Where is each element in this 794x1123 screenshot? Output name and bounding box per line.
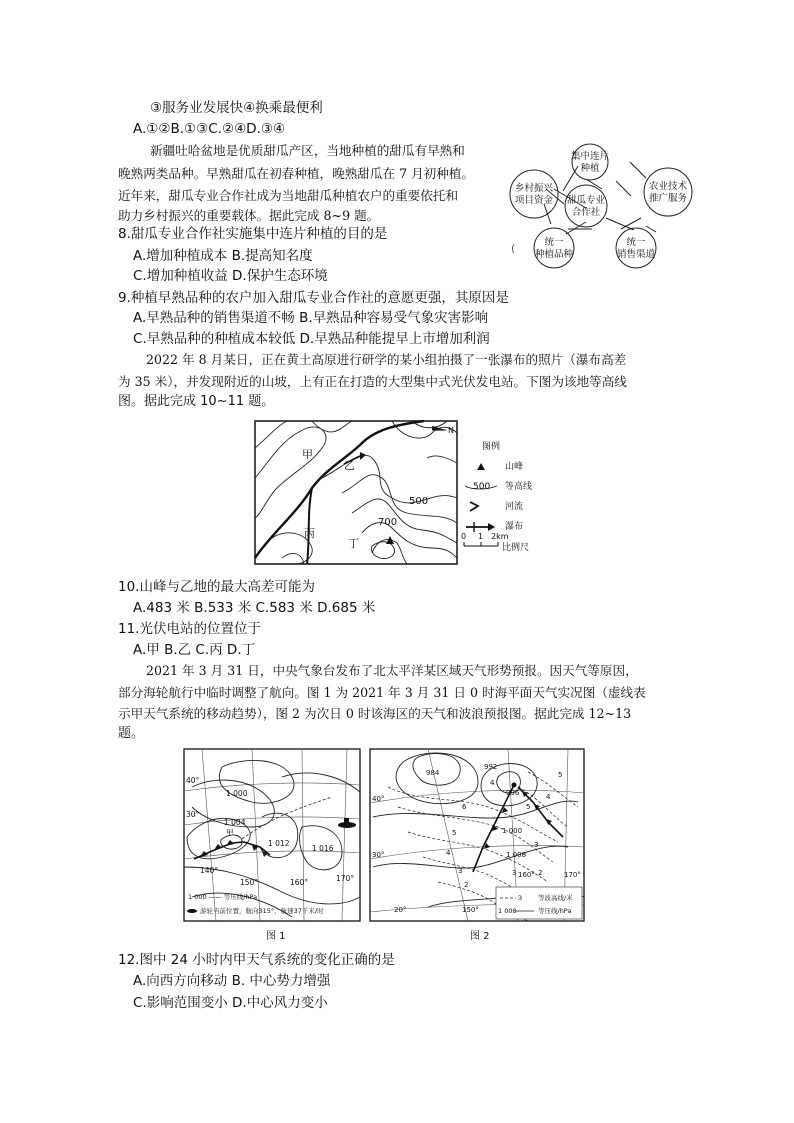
weather-passage-line-3: 示甲天气系统的移动趋势），图 2 为次日 0 时该海区的天气和波浪预报图。据此完成 12~13 — [118, 706, 632, 721]
node-circle-top — [572, 144, 608, 180]
node-label: 集中连片 — [570, 151, 610, 162]
melon-passage-line-3: 近年来，甜瓜专业合作社成为当地甜瓜种植农户的重要依托和 — [118, 188, 459, 203]
fig1-lon-170: 170° — [336, 874, 355, 883]
scale-tick-1-label: 1 — [478, 532, 484, 541]
node-label: 统一 — [626, 237, 646, 248]
q8-options-1: A.增加种植成本 B.提高知名度 — [133, 248, 313, 264]
contour-label-700: 700 — [378, 517, 398, 528]
fig2-isobar-1000: 1 000 — [502, 827, 523, 835]
fig2-isobar-984: 984 — [426, 769, 440, 777]
place-jia: 甲 — [302, 448, 313, 461]
node-label: 乡村振兴 — [514, 183, 554, 194]
place-yi: 乙 — [344, 459, 355, 472]
q7-option-line: ③服务业发展快④换乘最便利 — [150, 100, 323, 116]
fig2-lat-20: 20° — [394, 906, 407, 914]
fig2-wave-label: 3 — [512, 869, 517, 877]
node-label: 农业技术 — [648, 181, 688, 192]
fig2-wave-label: 5 — [452, 829, 457, 837]
legend-river: 河流 — [505, 502, 524, 512]
fig1-legend-isobar: 1 000 —— 等压线/hPa — [188, 893, 258, 901]
fig2-wave-label: 2 — [538, 869, 543, 877]
melon-passage-line-1: 新疆吐哈盆地是优质甜瓜产区，当地种植的甜瓜有早熟和 — [150, 143, 465, 158]
fig2-wave-label: 4 — [490, 779, 495, 787]
weather-passage-line-1: 2021 年 3 月 31 日，中央气象台发布了北太平洋某区域天气形势预报。因天气等原因， — [146, 663, 638, 678]
q8-stem: 8.甜瓜专业合作社实施集中连片种植的目的是 — [118, 226, 388, 242]
fig2-wave-label: 5 — [558, 771, 563, 779]
fig2-lon-160: 160° — [518, 871, 535, 879]
legend-peak-icon — [477, 463, 485, 470]
waterfall-passage-line-1: 2022 年 8 月某日，正在黄土高原进行研学的某小组拍摄了一张瀑布的照片（瀑布高差 — [146, 352, 627, 367]
diagram-side-mark: ( — [511, 242, 516, 255]
node-label: 项目资金 — [514, 195, 554, 206]
fig2-wave-label: 3 — [534, 841, 539, 849]
center-label: 合作社 — [571, 207, 601, 218]
fig1-lon-150: 150° — [240, 878, 259, 887]
node-label: 种植品种 — [534, 249, 574, 260]
fig2-lon-170: 170° — [564, 871, 581, 879]
fig1-legend-ship: 游轮当前位置，航向315°、航速37千米/时 — [200, 907, 324, 915]
weather-passage-line-2: 部分海轮航行中临时调整了航向。图 1 为 2021 年 3 月 31 日 0 时海平面天气实况图（虚线表 — [118, 685, 646, 700]
q10-options: A.483 米 B.533 米 C.583 米 D.685 米 — [133, 600, 376, 616]
contour-label-500: 500 — [409, 496, 429, 507]
node-label: 销售渠道 — [616, 249, 656, 260]
q12-options-1: A.向西方向移动 B. 中心势力增强 — [133, 973, 331, 989]
fig1-lat-40: 40° — [186, 776, 200, 785]
fig2-isobar-1008: 1 008 — [506, 851, 527, 859]
figure-1-weather-map — [182, 747, 364, 943]
fig2-legend-isobar: 等压线/hPa — [538, 907, 572, 915]
fig2-legend-wave: 等波高线/米 — [538, 894, 573, 902]
fig1-isobar-1012: 1 012 — [268, 839, 290, 848]
center-circle — [565, 185, 607, 227]
fig2-lon-150: 150° — [462, 906, 479, 914]
fig1-isobar-1000: 1 000 — [226, 789, 248, 798]
fig1-system-jia: 甲 — [226, 828, 234, 837]
legend-contour: 等高线 — [505, 482, 532, 492]
node-label: 统一 — [544, 237, 564, 248]
q9-stem: 9.种植早熟品种的农户加入甜瓜专业合作社的意愿更强，其原因是 — [118, 290, 509, 306]
fig1-isobar-1004: 1 004 — [224, 818, 246, 827]
fig2-wave-label: 2 — [464, 881, 469, 889]
scale-tick-0-label: 0 — [461, 532, 467, 541]
q11-stem: 11.光伏电站的位置位于 — [118, 621, 261, 637]
legend-river-icon — [470, 502, 478, 511]
q9-options-2: C.早熟品种的种植成本较低 D.早熟品种能提早上市增加利润 — [133, 331, 490, 347]
q8-options-2: C.增加种植收益 D.保护生态环境 — [133, 268, 328, 284]
place-ding: 丁 — [348, 537, 359, 550]
fig2-legend-isobar-value: 1 008 — [498, 907, 517, 915]
fig1-isobar-1016: 1 016 — [312, 844, 334, 853]
weather-passage-line-4: 题。 — [118, 726, 145, 741]
q12-stem: 12.图中 24 小时内甲天气系统的变化正确的是 — [118, 952, 395, 968]
melon-passage-line-2: 晚熟两类品种。早熟甜瓜在初春种植，晚熟甜瓜在 7 月初种植。 — [118, 166, 475, 181]
q10-stem: 10.山峰与乙地的最大高差可能为 — [118, 579, 315, 595]
waterfall-passage-line-3: 图。据此完成 10~11 题。 — [118, 394, 275, 409]
scale-label: 比例尺 — [502, 543, 530, 553]
cooperative-diagram — [506, 134, 700, 270]
north-label: N — [448, 426, 454, 435]
q7-choices: A.①②B.①③C.②④D.③④ — [133, 121, 286, 137]
q11-options: A.甲 B.乙 C.丙 D.丁 — [133, 642, 256, 658]
contour-map — [252, 418, 532, 570]
legend-peak: 山峰 — [505, 462, 524, 472]
q9-options-1: A.早熟品种的销售渠道不畅 B.早熟品种容易受气象灾害影响 — [133, 310, 489, 326]
node-circle-bottom-right — [616, 228, 656, 268]
fig2-wave-label: 5 — [526, 803, 531, 811]
node-circle-bottom-left — [534, 228, 574, 268]
center-label: 甜瓜专业 — [566, 195, 606, 206]
fig1-lat-30: 30° — [186, 810, 200, 819]
place-bing: 丙 — [304, 527, 315, 540]
fig1-caption: 图 1 — [266, 931, 286, 942]
fig1-lon-140: 140° — [200, 866, 219, 875]
fig1-lon-160: 160° — [290, 878, 309, 887]
fig2-wave-label: 6 — [462, 803, 467, 811]
legend-waterfall: 瀑布 — [505, 522, 524, 532]
fig2-wave-label: 4 — [546, 793, 551, 801]
fig2-isobar-992: 992 — [484, 763, 498, 771]
q12-options-2: C.影响范围变小 D.中心风力变小 — [133, 995, 328, 1011]
node-label: 推广服务 — [648, 193, 688, 204]
node-circle-right — [644, 168, 692, 216]
fig2-low-center — [512, 783, 517, 788]
waterfall-passage-line-2: 为 35 米），并发现附近的山坡，上有正在打造的大型集中式光伏发电站。下图为该地等高线 — [118, 374, 627, 389]
legend-title: 图例 — [482, 442, 501, 452]
fig2-lat-30: 30° — [372, 851, 385, 859]
scale-tick-2-label: 2km — [491, 532, 509, 541]
fig2-caption: 图 2 — [470, 931, 490, 942]
node-circle-left — [510, 170, 558, 218]
fig2-lat-40: 40° — [372, 795, 385, 803]
legend-contour-value: 500 — [473, 482, 491, 492]
fig2-legend-wave-value: 3 — [518, 894, 523, 902]
figure-2-weather-map — [368, 747, 588, 943]
fig2-isobar-996: 996 — [506, 789, 520, 797]
fig2-wave-label: 3 — [458, 867, 463, 875]
melon-passage-line-4: 助力乡村振兴的重要载体。据此完成 8~9 题。 — [118, 208, 380, 223]
node-label: 种植 — [580, 163, 600, 174]
fig2-wave-label: 4 — [446, 849, 451, 857]
